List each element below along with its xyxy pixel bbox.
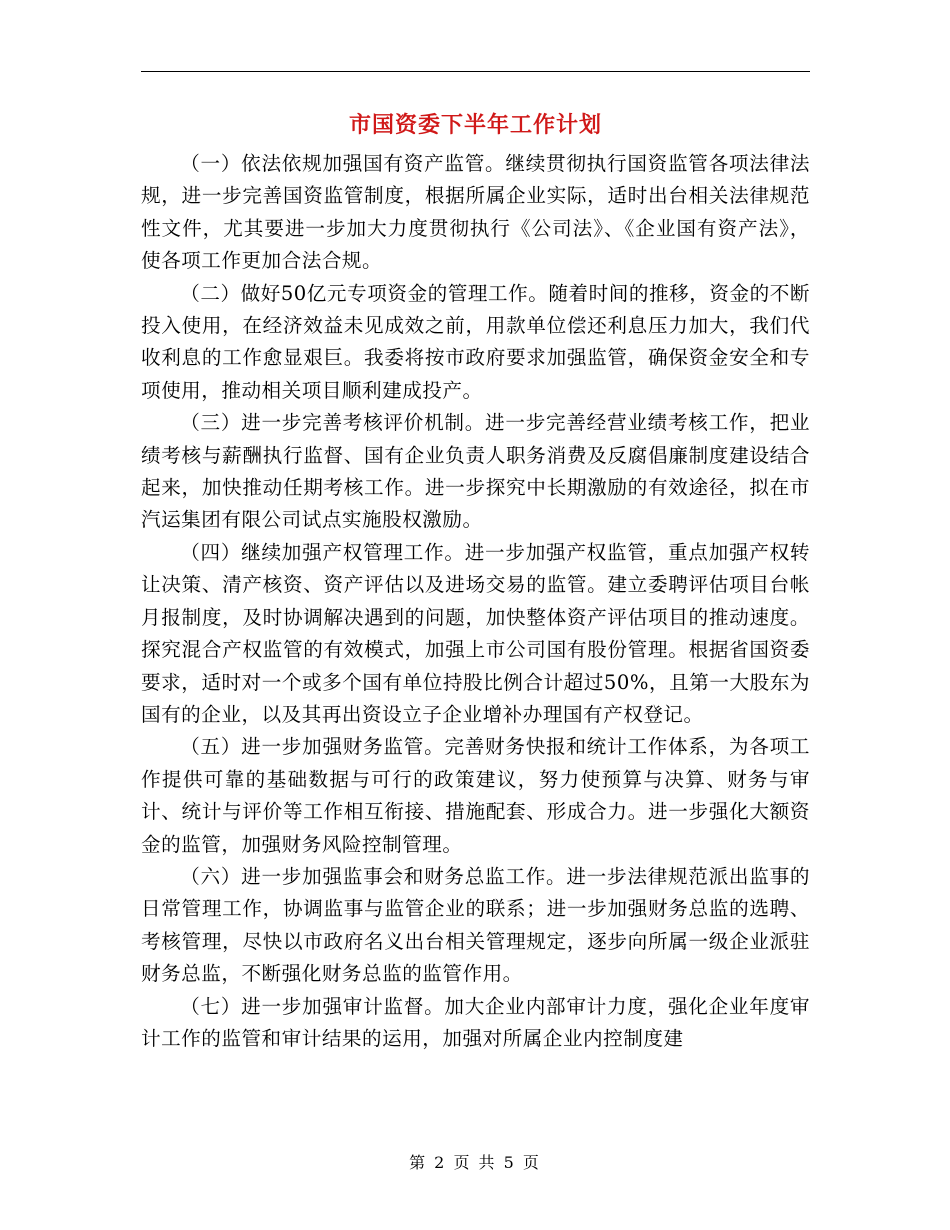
document-title: 市国资委下半年工作计划 — [348, 112, 602, 138]
page-number: 第 2 页 共 5 页 — [409, 1153, 541, 1172]
paragraph-4: （四）继续加强产权管理工作。进一步加强产权监管，重点加强产权转让决策、清产核资、资产评估以及进场交易的监管。建立委聘评估项目台帐月报制度，及时协调解决遇到的问题，加快整体资产评估项目的推动速度。探究混合产权监管的有效模式，加强上市公司国有股份管理。根据省国资委要求，适时对一个或多个国有单位持股比例合计超过50%，且第一大股东为国有的企业，以及其再出资设立子企业增补办理国有产权登记。 — [141, 540, 810, 726]
paragraph-2: （二）做好50亿元专项资金的管理工作。随着时间的推移，资金的不断投入使用，在经济效益未见成效之前，用款单位偿还利息压力加大，我们代收利息的工作愈显艰巨。我委将按市政府要求加强监管，确保资金安全和专项使用，推动相关项目顺利建成投产。 — [141, 281, 810, 402]
header-rule — [141, 71, 810, 72]
paragraph-6: （六）进一步加强监事会和财务总监工作。进一步法律规范派出监事的日常管理工作，协调监事与监管企业的联系；进一步加强财务总监的选聘、考核管理，尽快以市政府名义出台相关管理规定，逐步向所属一级企业派驻财务总监，不断强化财务总监的监管作用。 — [141, 864, 810, 986]
paragraph-7: （七）进一步加强审计监督。加大企业内部审计力度，强化企业年度审计工作的监管和审计结果的运用，加强对所属企业内控制度建 — [141, 994, 810, 1050]
paragraph-5: （五）进一步加强财务监管。完善财务快报和统计工作体系，为各项工作提供可靠的基础数据与可行的政策建议，努力使预算与决算、财务与审计、统计与评价等工作相互衔接、措施配套、形成合力。进一步强化大额资金的监管，加强财务风险控制管理。 — [141, 735, 810, 856]
paragraph-1: （一）依法依规加强国有资产监管。继续贯彻执行国资监管各项法律法规，进一步完善国资监管制度，根据所属企业实际，适时出台相关法律规范性文件，尤其要进一步加大力度贯彻执行《公司法》、《企业国有资产法》，使各项工作更加合法合规。 — [141, 152, 810, 273]
document-body — [141, 148, 810, 1055]
paragraph-3: （三）进一步完善考核评价机制。进一步完善经营业绩考核工作，把业绩考核与薪酬执行监督、国有企业负责人职务消费及反腐倡廉制度建设结合起来，加快推动任期考核工作。进一步探究中长期激励的有效途径，拟在市汽运集团有限公司试点实施股权激励。 — [141, 411, 810, 532]
